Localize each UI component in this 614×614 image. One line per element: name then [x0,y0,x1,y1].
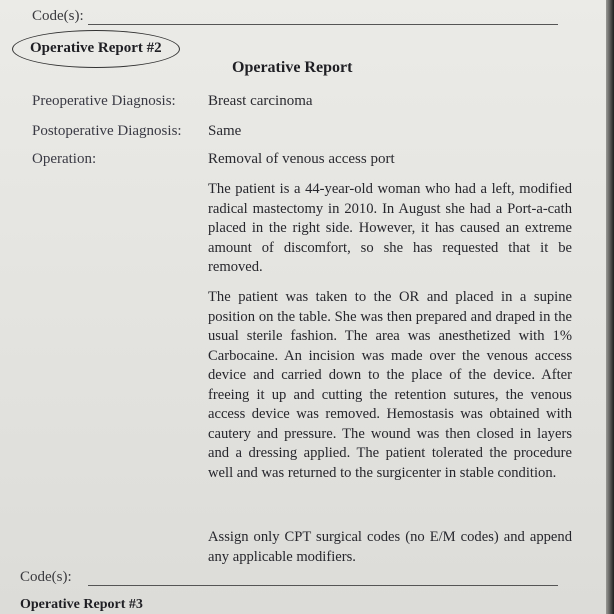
preop-diagnosis-value: Breast carcinoma [208,93,313,109]
bottom-code-label: Code(s): [20,569,72,585]
postop-diagnosis-label: Postoperative Diagnosis: [32,123,182,139]
report-3-heading: Operative Report #3 [20,597,143,612]
bottom-code-answer-line[interactable] [88,585,558,586]
top-code-label: Code(s): [32,8,84,24]
history-paragraph: The patient is a 44-year-old woman who had a left, modified radical mastectomy in 2010. In August she had a Port-a-cath placed in the right side. However, it has caused an extreme amount of discomfort, so she has requested that it be removed. [208,181,572,275]
instruction-paragraph: Assign only CPT surgical codes (no E/M codes) and append any applicable modifiers. [208,529,572,565]
top-code-answer-line[interactable] [88,23,558,25]
page-edge-shadow [606,0,614,614]
operation-label: Operation: [32,151,97,167]
operation-value: Removal of venous access port [208,151,395,167]
bottom-code-line [20,569,72,586]
postop-diagnosis-value: Same [208,123,242,139]
top-code-line [32,8,558,25]
report-title: Operative Report [232,59,353,76]
report-2-heading: Operative Report #2 [30,40,162,56]
preop-diagnosis-label: Preoperative Diagnosis: [32,93,176,109]
procedure-paragraph: The patient was taken to the OR and placed in a supine position on the table. She was then prepared and draped in the usual sterile fashion. The area was anesthetized with 1% Carbocaine. An incision was made over the venous access device and carried down to the place of the device. After freeing it up and cutting the retention sutures, the venous access device was removed. Hemostasis was obtained with cautery and pressure. The wound was then closed in layers and a dressing applied. The patient tolerated the procedure well and was returned to the surgicenter in stable condition. [208,289,572,481]
